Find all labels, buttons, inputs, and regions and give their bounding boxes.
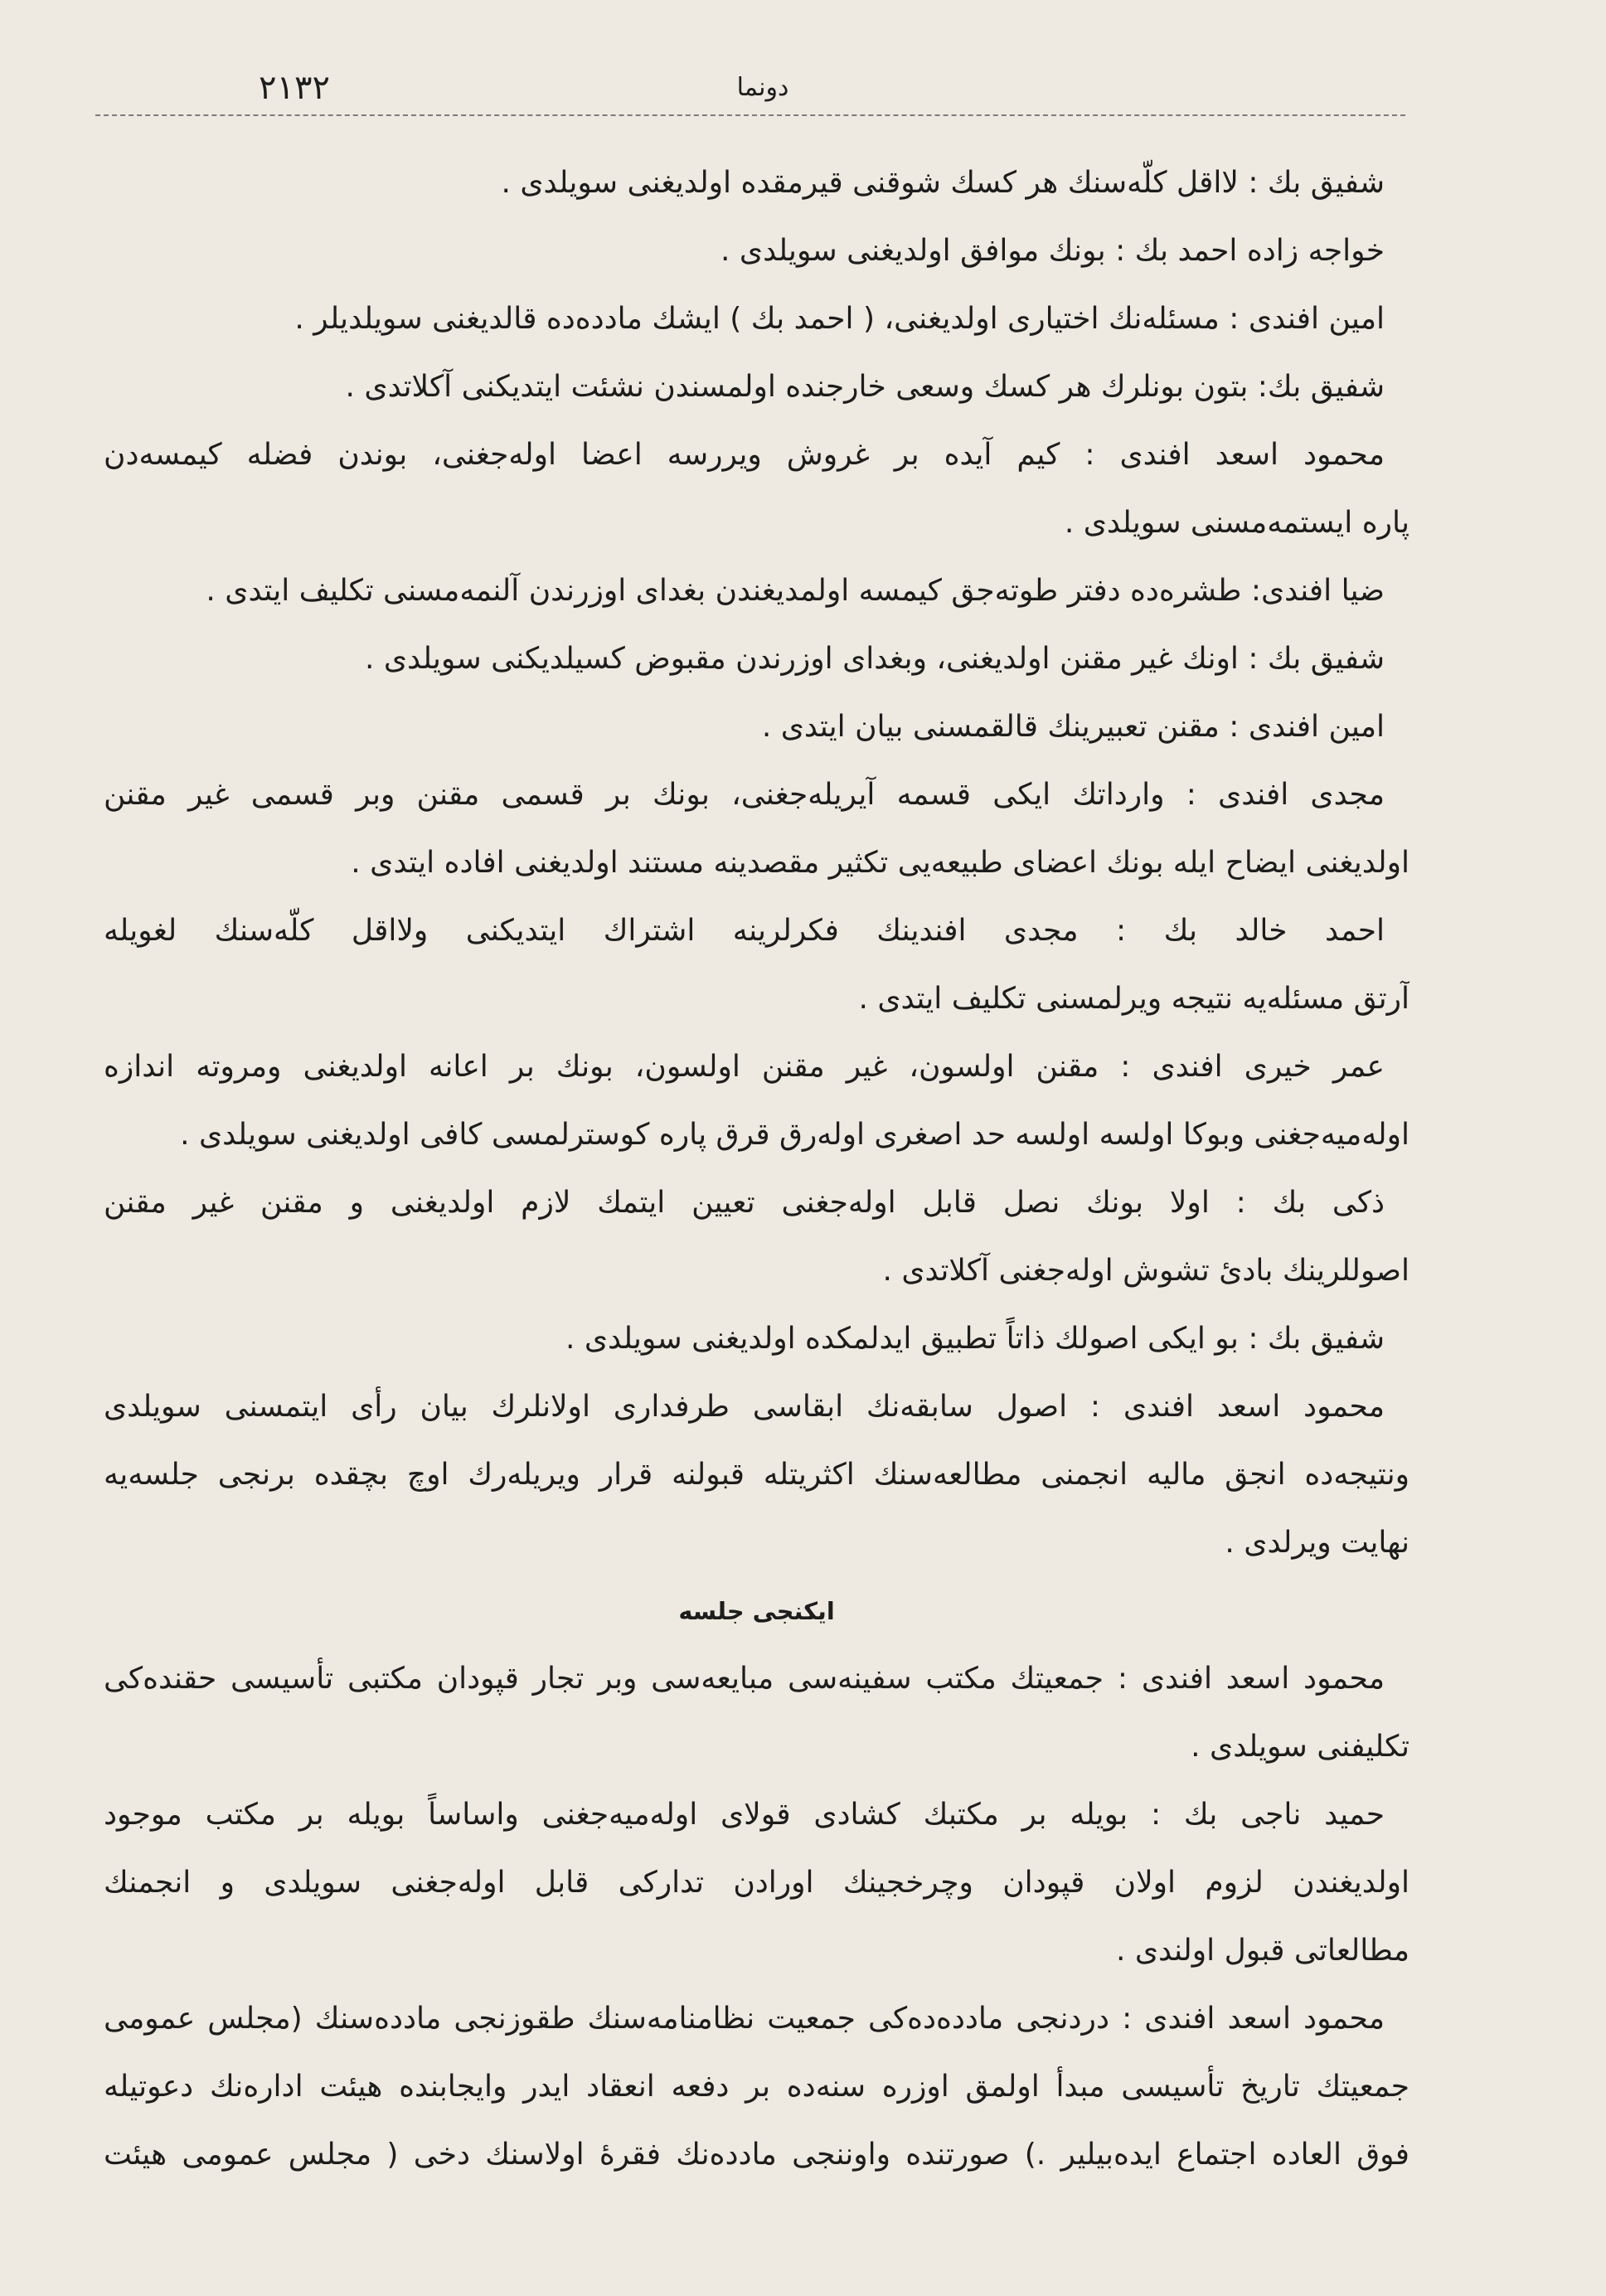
text-line: امین افندی : مقنن تعبیرینك قالقمسنی بیان ایتدی .: [761, 710, 1385, 744]
text-line: شفیق بك: بتون بونلرك هر كسك وسعی خارجنده اولمسندن نشئت ایتدیكنی آكلاتدی .: [345, 370, 1385, 404]
paragraph: [104, 1033, 1409, 1169]
text-line: اولدیغندن لزوم اولان قپودان وچرخجینك اورادن تداركی قابل اوله‌جغنی سویلدی و انجمنك: [104, 1866, 1409, 1900]
paragraph: [104, 761, 1409, 897]
text-line: ذكی بك : اولا بونك نصل قابل اوله‌جغنی تعیین ایتمك لازم اولدیغنی و مقنن غیر مقنن: [104, 1186, 1385, 1220]
text-line: عمر خیری افندی : مقنن اولسون، غیر مقنن اولسون، بونك بر اعانه اولدیغنی ومروته اندازه: [104, 1050, 1385, 1084]
text-line: محمود اسعد افندی : جمعیتك مكتب سفینه‌سی مبایعه‌سی وبر تجار قپودان مكتبی تأسیسی حقنده‌كی: [104, 1662, 1385, 1696]
text-line: اوله‌میه‌جغنی وبوكا اولسه اولسه حد اصغری اوله‌رق قرق پاره كوسترلمسی كافی اولدیغنی سویلدی .: [180, 1118, 1409, 1152]
text-line: تكلیفنی سویلدی .: [1191, 1730, 1409, 1764]
header-rule: [95, 114, 1405, 116]
text-line: ونتیجه‌ده انجق مالیه انجمنی مطالعه‌سنك اكثریتله قبولنه قرار ویریله‌رك اوچ بچقده برنجی جلسه‌یه: [104, 1458, 1409, 1492]
paragraph: [104, 1373, 1409, 1577]
text-line: اصوللرینك بادئ تشوش اوله‌جغنی آكلاتدی .: [882, 1254, 1409, 1288]
text-line: جمعیتك تاریخ تأسیسی مبدأ اولمق اوزره سنه‌ده بر دفعه انعقاد ایدر وایجابنده هیئت اداره‌نك دعوتیله: [104, 2070, 1409, 2104]
text-line: امین افندی : مسئله‌نك اختیاری اولدیغنی، ( احمد بك ) ایشك مادده‌ده قالدیغنی سویلدیلر .: [294, 302, 1385, 336]
body-text: [104, 149, 1409, 2189]
paragraph: [104, 353, 1409, 421]
text-line: محمود اسعد افندی : كیم آیده بر غروش ویررسه اعضا اوله‌جغنی، بوندن فضله كیمسه‌دن: [104, 438, 1385, 472]
text-line: محمود اسعد افندی : اصول سابقه‌نك ابقاسی طرفداری اولانلرك بیان رأی ایتمسنی سویلدی: [104, 1390, 1385, 1424]
text-line: محمود اسعد افندی : دردنجی مادده‌ده‌كی جمعیت نظامنامه‌سنك طقوزنجی مادده‌سنك (مجلس عمومی: [104, 2002, 1385, 2036]
paragraph: [104, 149, 1409, 217]
text-line: اولدیغنی ایضاح ایله بونك اعضای طبیعه‌یی تكثیر مقصدینه مستند اولدیغنی افاده ایتدی .: [351, 846, 1409, 880]
paragraph: [104, 897, 1409, 1033]
text-line: شفیق بك : اونك غیر مقنن اولدیغنی، وبغدای اوزرندن مقبوض كسیلدیكنی سویلدی .: [364, 642, 1385, 676]
text-line: خواجه زاده احمد بك : بونك موافق اولدیغنی سویلدی .: [721, 234, 1385, 268]
text-line: نهایت ویرلدی .: [1225, 1526, 1409, 1560]
paragraph: [104, 217, 1409, 285]
text-line: شفیق بك : بو ایكی اصولك ذاتاً تطبیق ایدلمكده اولدیغنی سویلدی .: [565, 1322, 1385, 1356]
paragraph: [104, 625, 1409, 693]
text-line: مجدی افندی : وارداتك ایكی قسمه آیریله‌جغنی، بونك بر قسمی مقنن وبر قسمی غیر مقنن: [104, 778, 1385, 812]
paragraph: [104, 1985, 1409, 2189]
text-line: شفیق بك : لااقل كلّه‌سنك هر كسك شوقنی قیرمقده اولدیغنی سویلدی .: [501, 166, 1385, 200]
section-heading: ایكنجی جلسه: [678, 1597, 835, 1625]
paragraph: [104, 1645, 1409, 1781]
paragraph: [104, 557, 1409, 625]
text-line: فوق العاده اجتماع ایده‌بیلیر .) صورتنده واوننجی مادده‌نك فقرهٔ اولاسنك دخی ( مجلس عمومی هیئت: [104, 2138, 1409, 2172]
paragraph: [104, 285, 1409, 353]
text-line: حمید ناجی بك : بویله بر مكتبك كشادی قولای اوله‌میه‌جغنی واساساً بویله بر مكتب موجود: [104, 1798, 1385, 1832]
paragraph: [104, 1169, 1409, 1305]
text-line: آرتق مسئله‌یه نتیجه ویرلمسنی تكلیف ایتدی .: [858, 982, 1409, 1016]
paragraph: [104, 693, 1409, 761]
text-line: پاره ایستمه‌مسنی سویلدی .: [1064, 506, 1409, 540]
paragraph: [104, 1305, 1409, 1373]
text-line: احمد خالد بك : مجدی افندینك فكرلرینه اشتراك ایتدیكنی ولااقل كلّه‌سنك لغویله: [104, 914, 1385, 948]
paragraph: [104, 421, 1409, 557]
text-line: ضیا افندی: طشره‌ده دفتر طوته‌جق كیمسه اولمدیغندن بغدای اوزرندن آلنمه‌مسنی تكلیف ایتدی .: [206, 574, 1385, 608]
page-number: ٢١٣٢: [259, 69, 330, 107]
text-line: مطالعاتی قبول اولندی .: [1115, 1934, 1409, 1968]
running-title: دونما: [736, 73, 789, 102]
paragraph: [104, 1781, 1409, 1985]
